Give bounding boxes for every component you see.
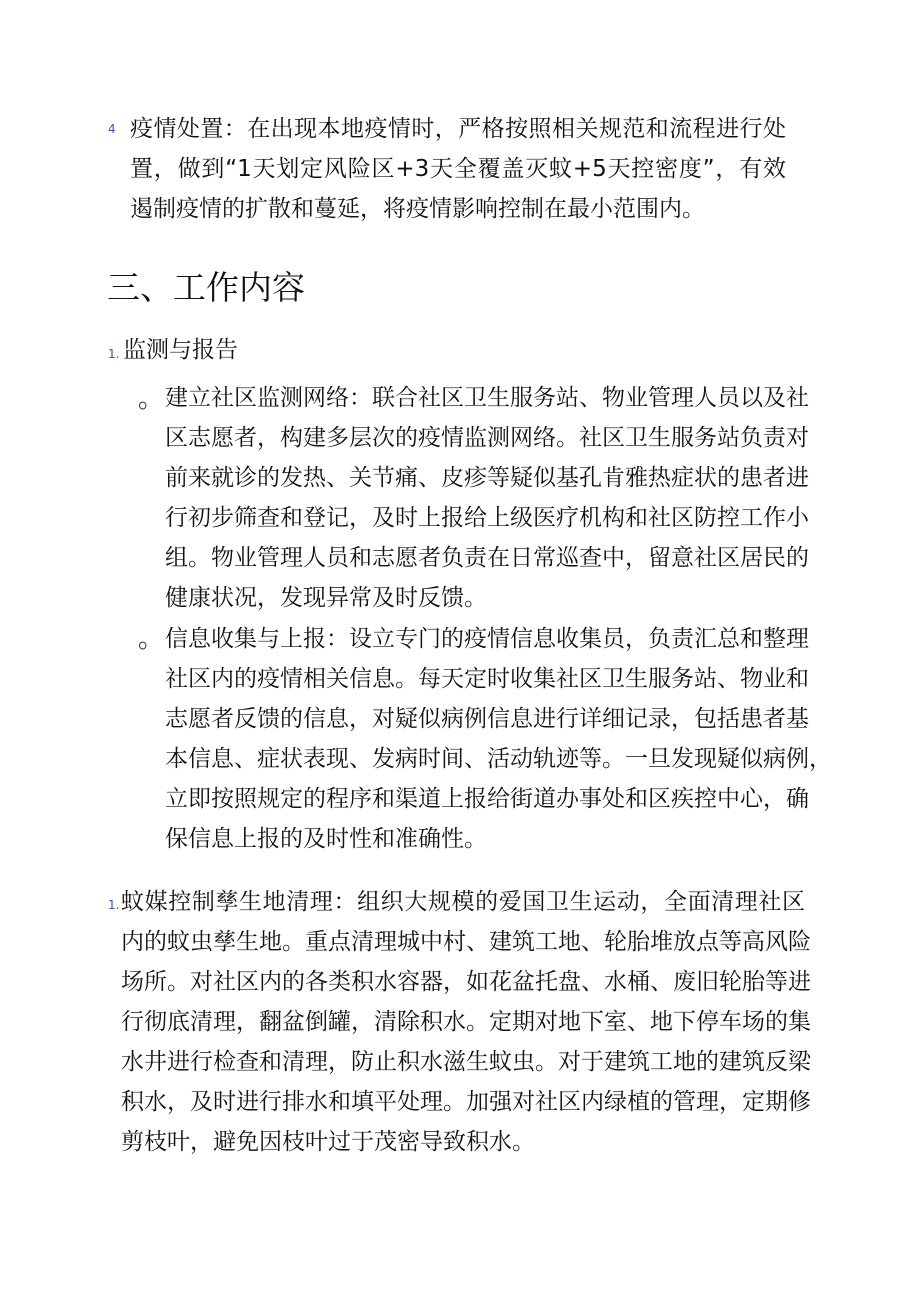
text-line: 信息收集与上报：设立专门的疫情信息收集员，负责汇总和整理 (165, 626, 809, 652)
text-line: 志愿者反馈的信息，对疑似病例信息进行详细记录，包括患者基 (165, 706, 809, 732)
section-heading-work-content: 三、工作内容 (107, 268, 305, 307)
text-line: 水井进行检查和清理，防止积水滋生蚊虫。对于建筑工地的建筑反梁 (121, 1049, 811, 1075)
text-line: 置，做到“1天划定风险区+3天全覆盖灭蚊+5天控密度”，有效 (130, 156, 786, 182)
subheading-monitoring-reporting: 监测与报告 (123, 337, 238, 363)
text-line: 社区内的疫情相关信息。每天定时收集社区卫生服务站、物业和 (165, 666, 809, 692)
paragraph-info-collection (165, 619, 832, 859)
list-marker-1-mosquito: 1. (108, 898, 120, 912)
text-line: 剪枝叶，避免因枝叶过于茂密导致积水。 (121, 1129, 535, 1155)
list-marker-1: 1. (108, 347, 120, 361)
text-line: 内的蚊虫孳生地。重点清理城中村、建筑工地、轮胎堆放点等高风险 (121, 929, 811, 955)
text-line: 行彻底清理，翻盆倒罐，清除积水。定期对地下室、地下停车场的集 (121, 1009, 811, 1035)
paragraph-epidemic-disposal (130, 109, 786, 229)
text-line: 区志愿者，构建多层次的疫情监测网络。社区卫生服务站负责对 (165, 425, 809, 451)
text-line: 立即按照规定的程序和渠道上报给街道办事处和区疾控中心，确 (165, 786, 809, 812)
text-line: 组。物业管理人员和志愿者负责在日常巡查中，留意社区居民的 (165, 545, 809, 571)
text-line: 蚊媒控制孳生地清理：组织大规模的爱国卫生运动，全面清理社区 (121, 889, 805, 915)
text-line: 行初步筛查和登记，及时上报给上级医疗机构和社区防控工作小 (165, 505, 809, 531)
paragraph-monitoring-network (165, 378, 809, 618)
text-line: 前来就诊的发热、关节痛、皮疹等疑似基孔肯雅热症状的患者进 (165, 465, 809, 491)
paragraph-mosquito-control (121, 882, 811, 1162)
text-line: 疫情处置：在出现本地疫情时，严格按照相关规范和流程进行处 (130, 116, 786, 142)
text-line: 场所。对社区内的各类积水容器，如花盆托盘、水桶、废旧轮胎等进 (121, 969, 811, 995)
list-marker-4: 4 (108, 122, 116, 136)
text-line: 遏制疫情的扩散和蔓延，将疫情影响控制在最小范围内。 (130, 196, 705, 222)
text-line: 本信息、症状表现、发病时间、活动轨迹等。一旦发现疑似病例， (165, 746, 832, 772)
text-line: 积水，及时进行排水和填平处理。加强对社区内绿植的管理，定期修 (121, 1089, 811, 1115)
bullet-marker: 。 (138, 624, 165, 654)
text-line: 保信息上报的及时性和准确性。 (165, 826, 487, 852)
text-line: 健康状况，发现异常及时反馈。 (165, 585, 487, 611)
text-line: 建立社区监测网络：联合社区卫生服务站、物业管理人员以及社 (165, 385, 809, 411)
bullet-marker: 。 (138, 384, 165, 414)
